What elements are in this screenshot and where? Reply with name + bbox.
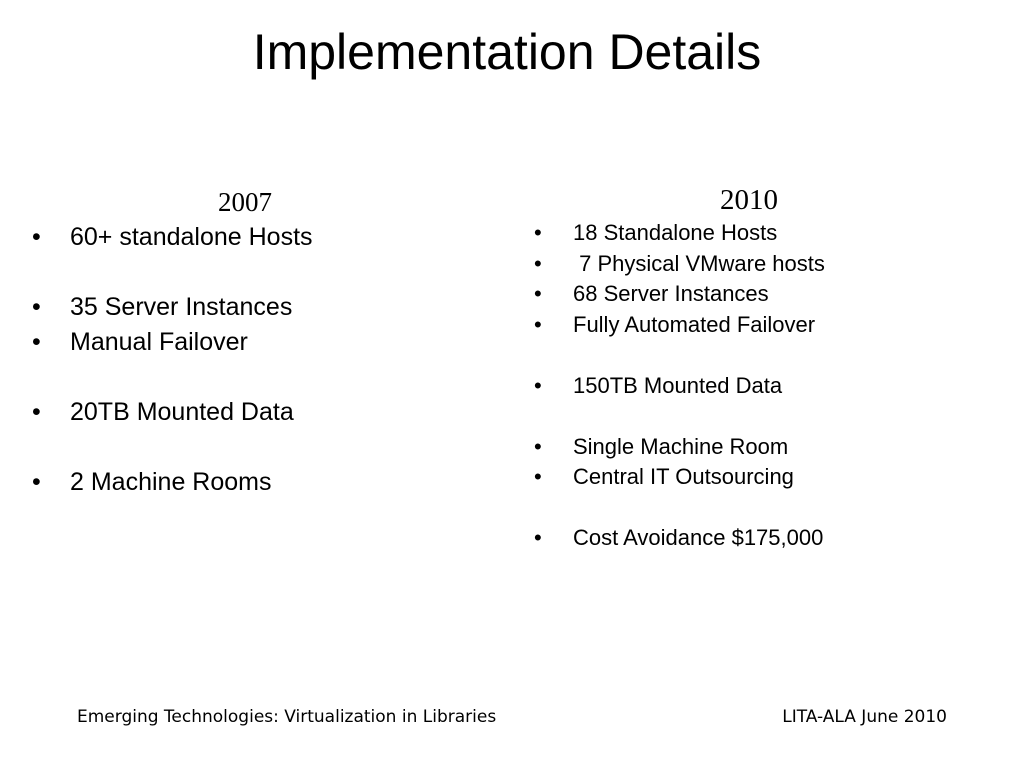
list-item: • 7 Physical VMware hosts bbox=[528, 249, 998, 280]
bullet-icon: • bbox=[534, 372, 542, 398]
column-heading-2007: 2007 bbox=[218, 187, 272, 217]
list-item: • 18 Standalone Hosts bbox=[528, 218, 998, 249]
column-2010 bbox=[528, 182, 998, 554]
column-heading-2010: 2010 bbox=[720, 184, 778, 216]
bullet-list-2010 bbox=[528, 218, 998, 554]
list-spacer bbox=[528, 493, 998, 524]
list-item: • Fully Automated Failover bbox=[528, 310, 998, 341]
bullet-icon: • bbox=[32, 328, 41, 356]
bullet-icon: • bbox=[32, 223, 41, 251]
bullet-icon: • bbox=[534, 311, 542, 337]
bullet-list-2007 bbox=[28, 220, 488, 500]
list-spacer bbox=[528, 340, 998, 371]
list-item: • 20TB Mounted Data bbox=[28, 395, 488, 430]
footer-event-date: LITA-ALA June 2010 bbox=[782, 707, 947, 727]
bullet-icon: • bbox=[32, 468, 41, 496]
list-spacer bbox=[28, 430, 488, 465]
list-item: • 68 Server Instances bbox=[528, 279, 998, 310]
bullet-icon: • bbox=[534, 433, 542, 459]
bullet-icon: • bbox=[32, 293, 41, 321]
bullet-icon: • bbox=[534, 464, 542, 489]
list-spacer bbox=[528, 401, 998, 432]
bullet-icon: • bbox=[534, 250, 542, 276]
list-item: • 35 Server Instances bbox=[28, 290, 488, 325]
list-item: • Single Machine Room bbox=[528, 432, 998, 463]
list-item: • Central IT Outsourcing bbox=[528, 462, 998, 493]
list-item: • 150TB Mounted Data bbox=[528, 371, 998, 402]
bullet-icon: • bbox=[32, 398, 41, 426]
bullet-icon: • bbox=[534, 525, 542, 550]
list-spacer bbox=[28, 360, 488, 395]
list-item: • 60+ standalone Hosts bbox=[28, 220, 488, 255]
list-item: • Cost Avoidance $175,000 bbox=[528, 523, 998, 554]
slide-title: Implementation Details bbox=[252, 24, 762, 80]
list-item: • 2 Machine Rooms bbox=[28, 465, 488, 500]
bullet-icon: • bbox=[534, 220, 542, 245]
footer-presentation-title: Emerging Technologies: Virtualization in Libraries bbox=[77, 707, 497, 727]
bullet-icon: • bbox=[534, 281, 542, 306]
list-item: • Manual Failover bbox=[28, 325, 488, 360]
list-spacer bbox=[28, 255, 488, 290]
column-2007 bbox=[28, 184, 488, 500]
